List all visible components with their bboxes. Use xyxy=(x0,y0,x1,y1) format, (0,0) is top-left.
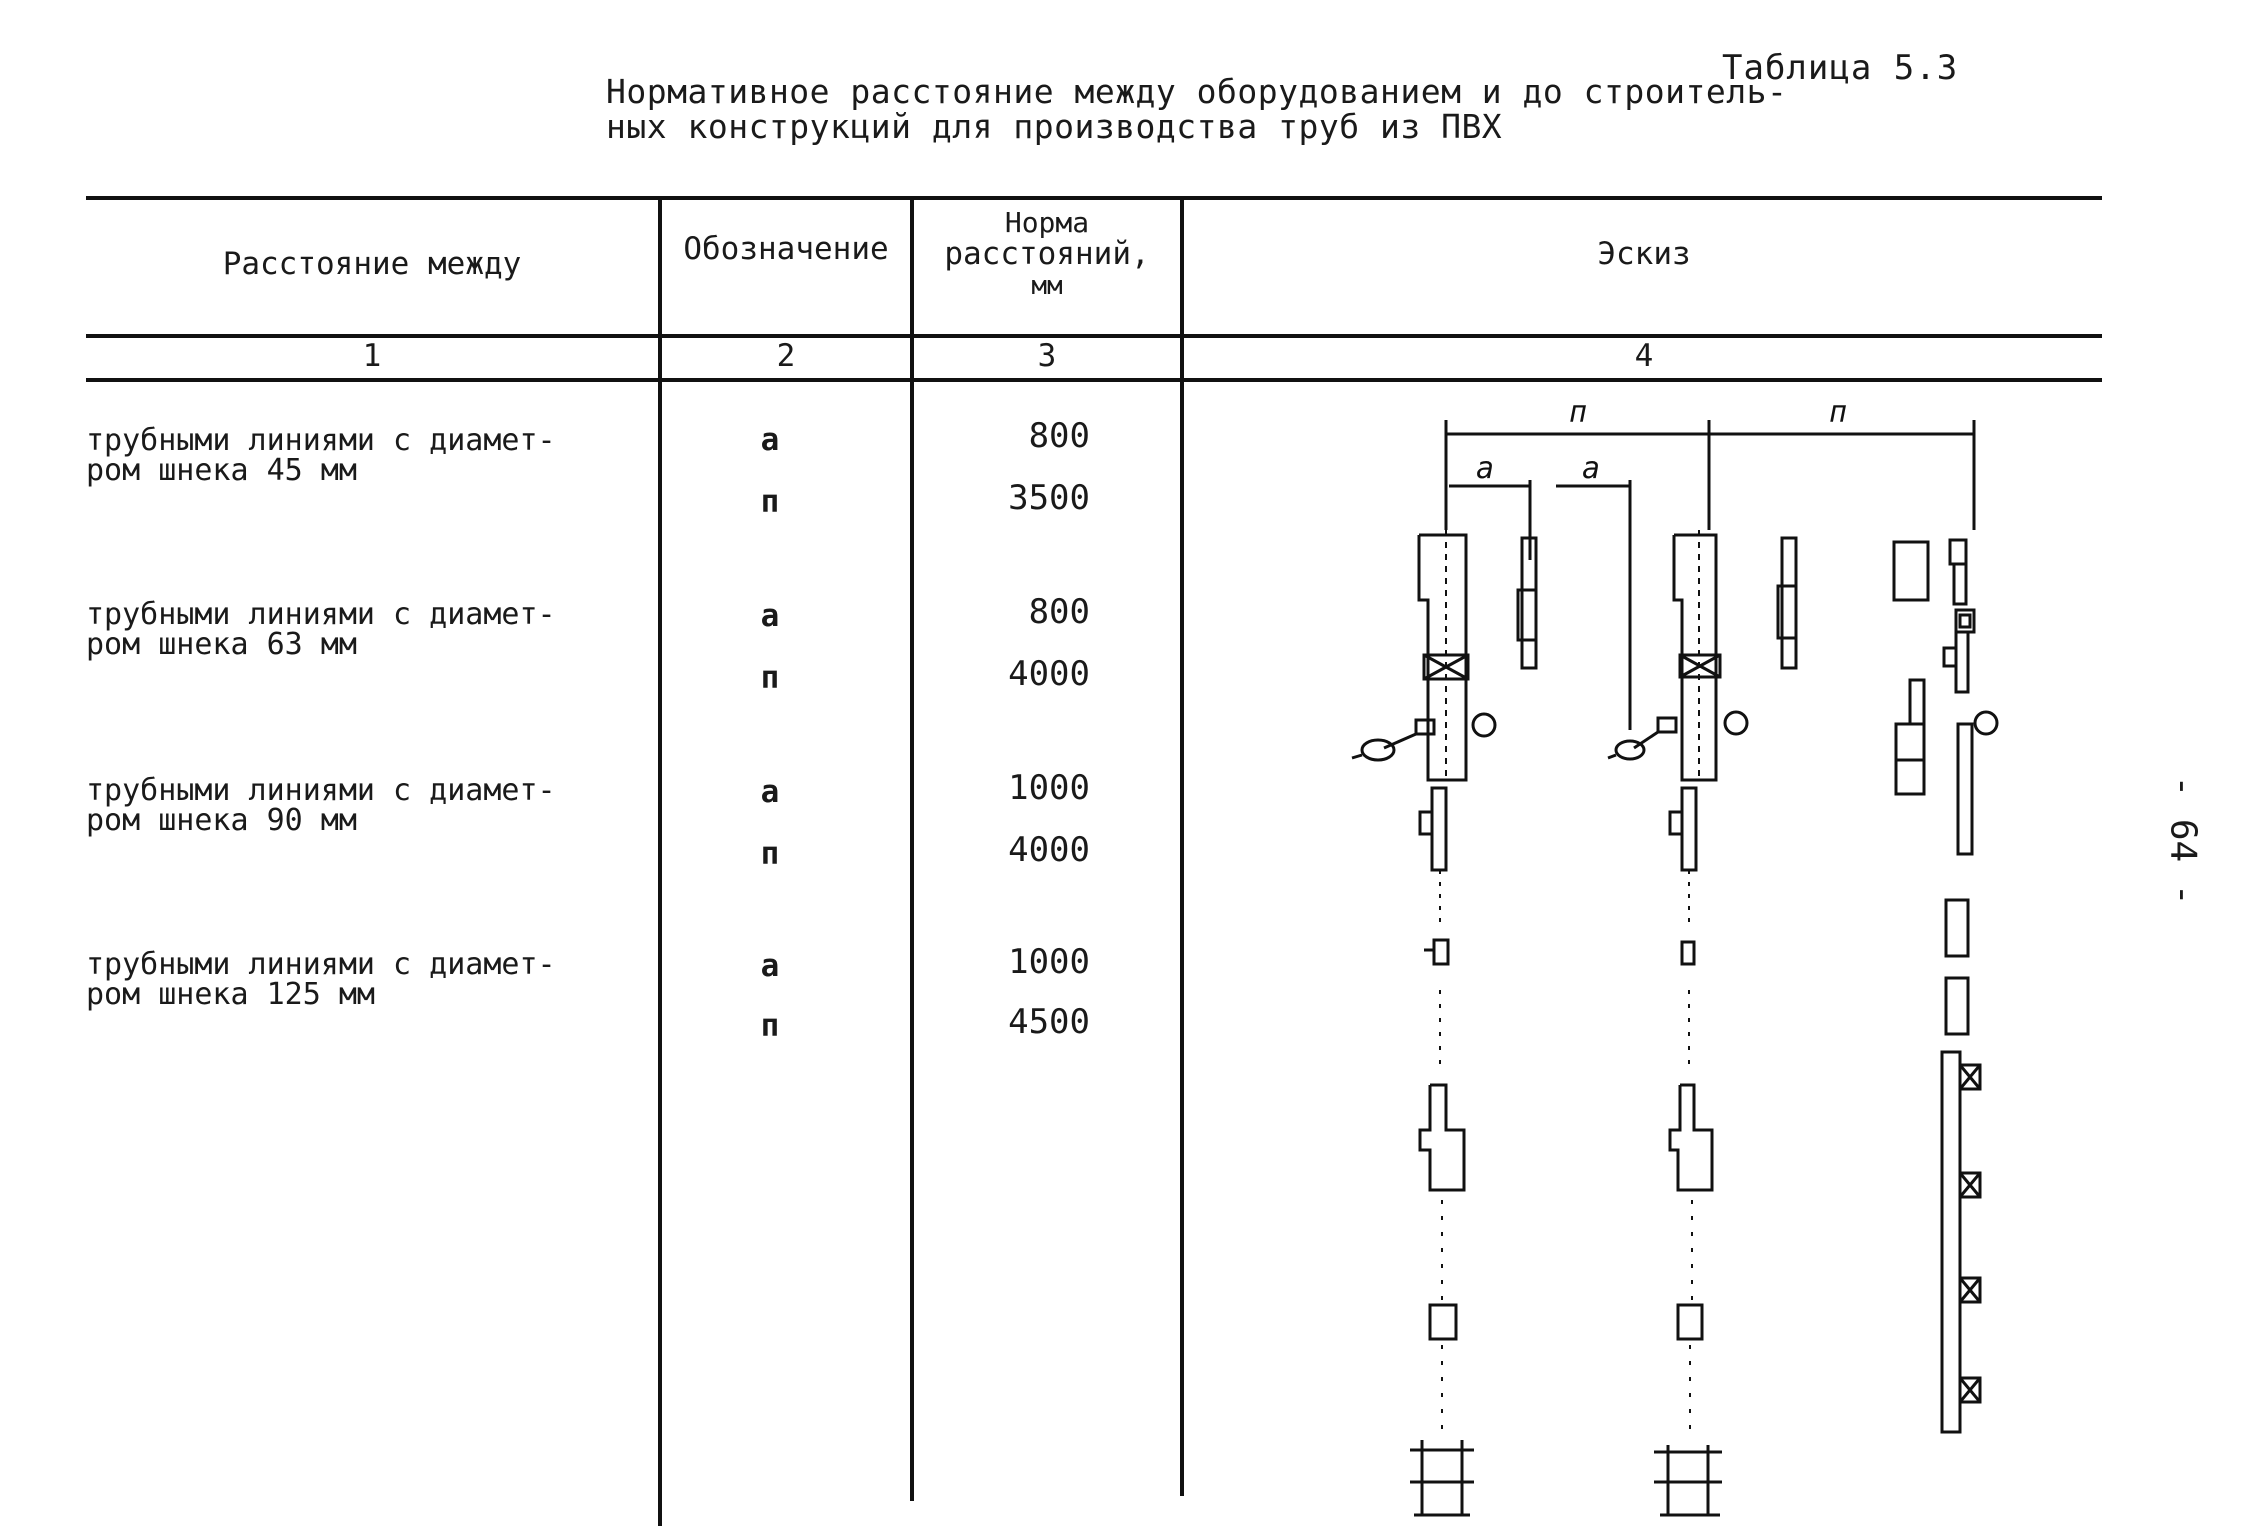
column-number-2: 2 xyxy=(776,338,796,374)
header-norm-line1: Норма xyxy=(1004,206,1090,239)
column-number-4: 4 xyxy=(1634,338,1654,374)
row1-description-line2: ром шнека 45 мм xyxy=(86,453,357,488)
column-number-3: 3 xyxy=(1037,338,1057,374)
row4-description-line1: трубными линиями с диамет- xyxy=(86,947,556,982)
table-label: Таблица 5.3 xyxy=(1722,48,1959,88)
header-sketch: Эскиз xyxy=(1597,236,1691,272)
stacker-boxes xyxy=(1960,1065,1980,1402)
row2-value-a: 800 xyxy=(1028,592,1090,632)
column-number-rule xyxy=(86,378,2102,382)
row3-value-n: 4000 xyxy=(1008,830,1090,870)
header-distance-between: Расстояние между xyxy=(222,246,522,282)
row1-designation-n: п xyxy=(760,484,780,520)
sketch-dim-a1: а xyxy=(1476,451,1495,486)
row2-value-n: 4000 xyxy=(1008,654,1090,694)
equipment-layout-sketch xyxy=(1184,390,2104,1530)
extrusion-line-3 xyxy=(1894,540,1997,1432)
row3-designation-a: а xyxy=(760,774,780,810)
table-title-line1: Нормативное расстояние между оборудованием и до строитель- xyxy=(606,72,1788,111)
row4-value-a: 1000 xyxy=(1008,942,1090,982)
column-divider-2 xyxy=(910,196,914,1501)
row3-value-a: 1000 xyxy=(1008,768,1090,808)
row4-designation-a: а xyxy=(760,948,780,984)
row4-designation-n: п xyxy=(760,1008,780,1044)
row1-description-line1: трубными линиями с диамет- xyxy=(86,423,556,458)
row1-value-n: 3500 xyxy=(1008,478,1090,518)
sketch-dim-a2: а xyxy=(1582,451,1601,486)
row2-description-line2: ром шнека 63 мм xyxy=(86,627,357,662)
column-divider-1 xyxy=(658,196,662,1526)
row4-description-line2: ром шнека 125 мм xyxy=(86,977,375,1012)
header-norm-line3: мм xyxy=(1031,271,1063,301)
row1-value-a: 800 xyxy=(1028,416,1090,456)
table-top-rule xyxy=(86,196,2102,200)
row2-description-line1: трубными линиями с диамет- xyxy=(86,597,556,632)
extrusion-line-1 xyxy=(1352,530,1495,1515)
header-norm-line2: расстояний, xyxy=(944,236,1150,272)
row3-description-line2: ром шнека 90 мм xyxy=(86,803,357,838)
header-designation: Обозначение xyxy=(683,231,889,267)
row2-designation-n: п xyxy=(760,660,780,696)
sketch-dim-n2: п xyxy=(1829,395,1848,430)
row2-designation-a: а xyxy=(760,598,780,634)
row4-value-n: 4500 xyxy=(1008,1002,1090,1042)
column-number-1: 1 xyxy=(362,338,382,374)
table-title-line2: ных конструкций для производства труб из ПВХ xyxy=(606,107,1503,146)
row3-designation-n: п xyxy=(760,836,780,872)
sketch-dim-n1: п xyxy=(1569,395,1588,430)
row1-designation-a: а xyxy=(760,422,780,458)
page-number: - 64 - xyxy=(2162,775,2204,906)
row3-description-line1: трубными линиями с диамет- xyxy=(86,773,556,808)
